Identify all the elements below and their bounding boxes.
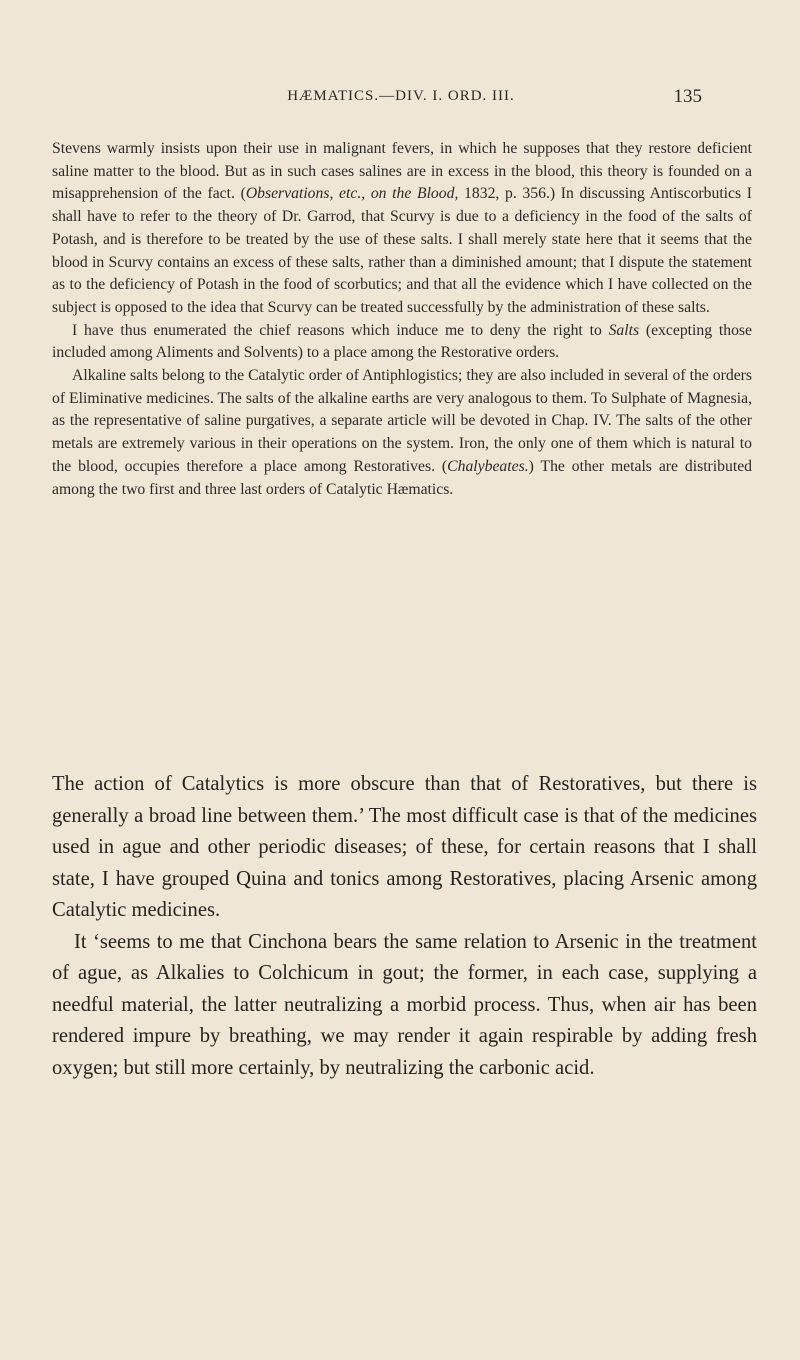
paragraph: Stevens warmly insists upon their use in malignant fevers, in which he supposes that they restore deficient saline matter to the blood. But as in such cases salines are in excess in the blood, this theory is founded on a misapprehension of the fact. (Observations, etc., on the Blood, 1832, p. 356.) In discussing Antiscorbutics I shall have to refer to the theory of Dr. Garrod, that Scurvy is due to a deficiency in the food of the salts of Potash, and is therefore to be treated by the use of these salts. I shall merely state here that it seems that the blood in Scurvy contains an excess of these salts, rather than a diminished amount; that I dispute the statement as to the deficiency of Potash in the food of scorbutics; and that all the evidence which I have collected on the subject is opposed to the idea that Scurvy can be treated successfully by the administration of these salts. bbox=[52, 140, 752, 316]
small-print-section bbox=[52, 138, 752, 501]
paragraph: Alkaline salts belong to the Catalytic order of Antiphlogistics; they are also included in several of the orders of Eliminative medicines. The salts of the alkaline earths are very analogous to them. To Sulphate of Magnesia, as the representative of saline purgatives, a separate article will be devoted in Chap. IV. The salts of the other metals are extremely various in their operations on the system. Iron, the only one of them which is natural to the blood, occupies therefore a place among Restoratives. (Chalybeates.) The other metals are distributed among the two first and three last orders of Catalytic Hæmatics. bbox=[52, 367, 752, 498]
large-print-section bbox=[52, 769, 757, 1084]
page-header bbox=[100, 88, 702, 120]
paragraph: It ‘seems to me that Cinchona bears the same relation to Arsenic in the treatment of ague, as Alkalies to Colchicum in gout; the former, in each case, supplying a needful material, the latter neutralizing a morbid process. Thus, when air has been rendered impure by breathing, we may render it again respirable by adding fresh oxygen; but still more certainly, by neutralizing the carbonic acid. bbox=[52, 930, 757, 1079]
italic-term: Chalybeates. bbox=[447, 457, 529, 475]
paragraph: The action of Catalytics is more obscure than that of Restoratives, but there is generally a broad line between them.’ The most difficult case is that of the medicines used in ague and other periodic diseases; of these, for certain reasons that I shall state, I have grouped Quina and tonics among Restoratives, placing Arsenic among Catalytic medicines. bbox=[52, 773, 757, 921]
paragraph: I have thus enumerated the chief reasons which induce me to deny the right to Salts (excepting those included among Aliments and Solvents) to a place among the Restorative orders. bbox=[52, 321, 752, 362]
italic-term: Salts bbox=[608, 321, 640, 339]
citation-title: Observations, etc., on the Blood, bbox=[245, 185, 459, 203]
page-number: 135 bbox=[673, 86, 702, 107]
running-title: HÆMATICS.—DIV. I. ORD. III. bbox=[287, 88, 515, 104]
